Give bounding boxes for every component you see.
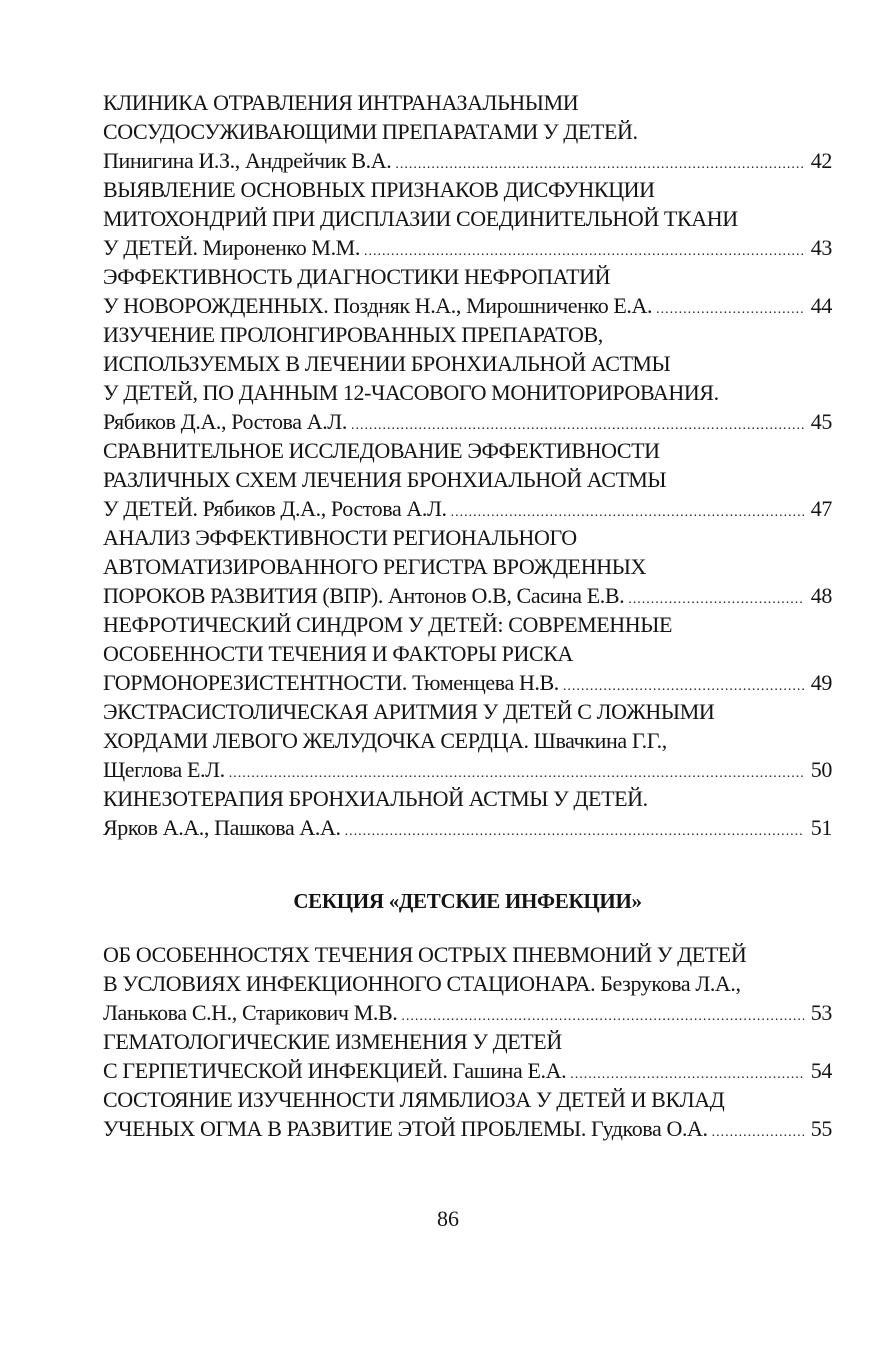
toc-entries-top [103, 88, 832, 842]
toc-entry-author-line [103, 998, 832, 1027]
toc-entry-page-number: 54 [810, 1058, 832, 1083]
toc-entry [103, 784, 832, 842]
toc-entry-authors: Ярков А.А., Пашкова А.А. [103, 815, 341, 840]
toc-entry-title-line: СОСТОЯНИЕ ИЗУЧЕННОСТИ ЛЯМБЛИОЗА У ДЕТЕЙ И ВКЛАД [103, 1087, 725, 1112]
toc-entry [103, 523, 832, 610]
toc-entry-page-number: 45 [810, 409, 832, 434]
toc-entry-page-number: 55 [810, 1116, 832, 1141]
toc-entry-page-number: 53 [810, 1000, 832, 1025]
toc-entry-author-line [103, 233, 832, 262]
toc-entry-title-line: У ДЕТЕЙ, ПО ДАННЫМ 12-ЧАСОВОГО МОНИТОРИРОВАНИЯ. [103, 380, 719, 405]
toc-entry [103, 1027, 832, 1085]
toc-entry-title-line: ОСОБЕННОСТИ ТЕЧЕНИЯ И ФАКТОРЫ РИСКА [103, 641, 574, 666]
toc-entry-author-line [103, 755, 832, 784]
toc-entry-author-line [103, 494, 832, 523]
toc-entry-authors: ПОРОКОВ РАЗВИТИЯ (ВПР). Антонов О.В, Сасина Е.В. [103, 583, 625, 608]
toc-entry-authors: ГОРМОНОРЕЗИСТЕНТНОСТИ. Тюменцева Н.В. [103, 670, 559, 695]
toc-entry-title-line: ИЗУЧЕНИЕ ПРОЛОНГИРОВАННЫХ ПРЕПАРАТОВ, [103, 322, 603, 347]
toc-entry-title-line: СОСУДОСУЖИВАЮЩИМИ ПРЕПАРАТАМИ У ДЕТЕЙ. [103, 119, 638, 144]
toc-entry-authors: С ГЕРПЕТИЧЕСКОЙ ИНФЕКЦИЕЙ. Гашина Е.А. [103, 1058, 567, 1083]
toc-entry-authors: Ланькова С.Н., Старикович М.В. [103, 1000, 398, 1025]
toc-entry [103, 436, 832, 523]
toc-entry [103, 697, 832, 784]
toc-entry-author-line [103, 1056, 832, 1085]
toc-entry-title-line: ГЕМАТОЛОГИЧЕСКИЕ ИЗМЕНЕНИЯ У ДЕТЕЙ [103, 1029, 562, 1054]
toc-entry-title-line: ИСПОЛЬЗУЕМЫХ В ЛЕЧЕНИИ БРОНХИАЛЬНОЙ АСТМЫ [103, 351, 671, 376]
toc-entry-page-number: 44 [810, 293, 832, 318]
toc-entry-author-line [103, 146, 832, 175]
toc-entry-page-number: 51 [810, 815, 832, 840]
table-of-contents [103, 88, 832, 1143]
toc-entry-page-number: 43 [810, 235, 832, 260]
toc-entry-page-number: 49 [810, 670, 832, 695]
toc-entry-title-line: НЕФРОТИЧЕСКИЙ СИНДРОМ У ДЕТЕЙ: СОВРЕМЕННЫЕ [103, 612, 673, 637]
toc-entry [103, 940, 832, 1027]
toc-entry-authors: У ДЕТЕЙ. Мироненко М.М. [103, 235, 360, 260]
toc-entry-title-line: ЭКСТРАСИСТОЛИЧЕСКАЯ АРИТМИЯ У ДЕТЕЙ С ЛОЖНЫМИ [103, 699, 715, 724]
toc-entry-authors: Пинигина И.З., Андрейчик В.А. [103, 148, 392, 173]
toc-entry-title-line: В УСЛОВИЯХ ИНФЕКЦИОННОГО СТАЦИОНАРА. Безрукова Л.А., [103, 971, 741, 996]
toc-entry-title-line: ОБ ОСОБЕННОСТЯХ ТЕЧЕНИЯ ОСТРЫХ ПНЕВМОНИЙ У ДЕТЕЙ [103, 942, 747, 967]
toc-entry-authors: У НОВОРОЖДЕННЫХ. Поздняк Н.А., Мирошниченко Е.А. [103, 293, 653, 318]
toc-entry-page-number: 48 [810, 583, 832, 608]
toc-entry-title-line: ЭФФЕКТИВНОСТЬ ДИАГНОСТИКИ НЕФРОПАТИЙ [103, 264, 611, 289]
toc-entry-page-number: 42 [810, 148, 832, 173]
toc-entry-title-line: СРАВНИТЕЛЬНОЕ ИССЛЕДОВАНИЕ ЭФФЕКТИВНОСТИ [103, 438, 660, 463]
toc-entry-title-line: ВЫЯВЛЕНИЕ ОСНОВНЫХ ПРИЗНАКОВ ДИСФУНКЦИИ [103, 177, 655, 202]
toc-entry-title-line: РАЗЛИЧНЫХ СХЕМ ЛЕЧЕНИЯ БРОНХИАЛЬНОЙ АСТМЫ [103, 467, 667, 492]
toc-entry [103, 610, 832, 697]
toc-entry-author-line [103, 291, 832, 320]
dot-leader [656, 295, 804, 324]
toc-entry [103, 262, 832, 320]
toc-entry-author-line [103, 1114, 832, 1143]
toc-entry-author-line [103, 813, 832, 842]
section-heading: СЕКЦИЯ «ДЕТСКИЕ ИНФЕКЦИИ» [293, 889, 642, 913]
toc-entry-title-line: ХОРДАМИ ЛЕВОГО ЖЕЛУДОЧКА СЕРДЦА. Швачкина Г.Г., [103, 728, 667, 753]
dot-leader [712, 1118, 804, 1147]
page-number: 86 [437, 1206, 459, 1231]
toc-entry [103, 175, 832, 262]
toc-entry-authors: У ДЕТЕЙ. Рябиков Д.А., Ростова А.Л. [103, 496, 447, 521]
toc-entries-bottom [103, 940, 832, 1143]
toc-entry-page-number: 50 [810, 757, 832, 782]
toc-entry [103, 320, 832, 436]
toc-entry-title-line: КЛИНИКА ОТРАВЛЕНИЯ ИНТРАНАЗАЛЬНЫМИ [103, 90, 579, 115]
toc-entry-author-line [103, 668, 832, 697]
toc-entry-title-line: МИТОХОНДРИЙ ПРИ ДИСПЛАЗИИ СОЕДИНИТЕЛЬНОЙ ТКАНИ [103, 206, 738, 231]
toc-entry-authors: Щеглова Е.Л. [103, 757, 225, 782]
toc-entry-page-number: 47 [810, 496, 832, 521]
toc-entry-authors: Рябиков Д.А., Ростова А.Л. [103, 409, 347, 434]
toc-entry [103, 1085, 832, 1143]
toc-entry-author-line [103, 407, 832, 436]
toc-entry-title-line: КИНЕЗОТЕРАПИЯ БРОНХИАЛЬНОЙ АСТМЫ У ДЕТЕЙ. [103, 786, 648, 811]
toc-entry-title-line: АВТОМАТИЗИРОВАННОГО РЕГИСТРА ВРОЖДЕННЫХ [103, 554, 646, 579]
dot-leader [345, 817, 804, 846]
toc-entry-author-line [103, 581, 832, 610]
toc-entry-authors: УЧЕНЫХ ОГМА В РАЗВИТИЕ ЭТОЙ ПРОБЛЕМЫ. Гудкова О.А. [103, 1116, 708, 1141]
toc-entry [103, 88, 832, 175]
toc-entry-title-line: АНАЛИЗ ЭФФЕКТИВНОСТИ РЕГИОНАЛЬНОГО [103, 525, 577, 550]
